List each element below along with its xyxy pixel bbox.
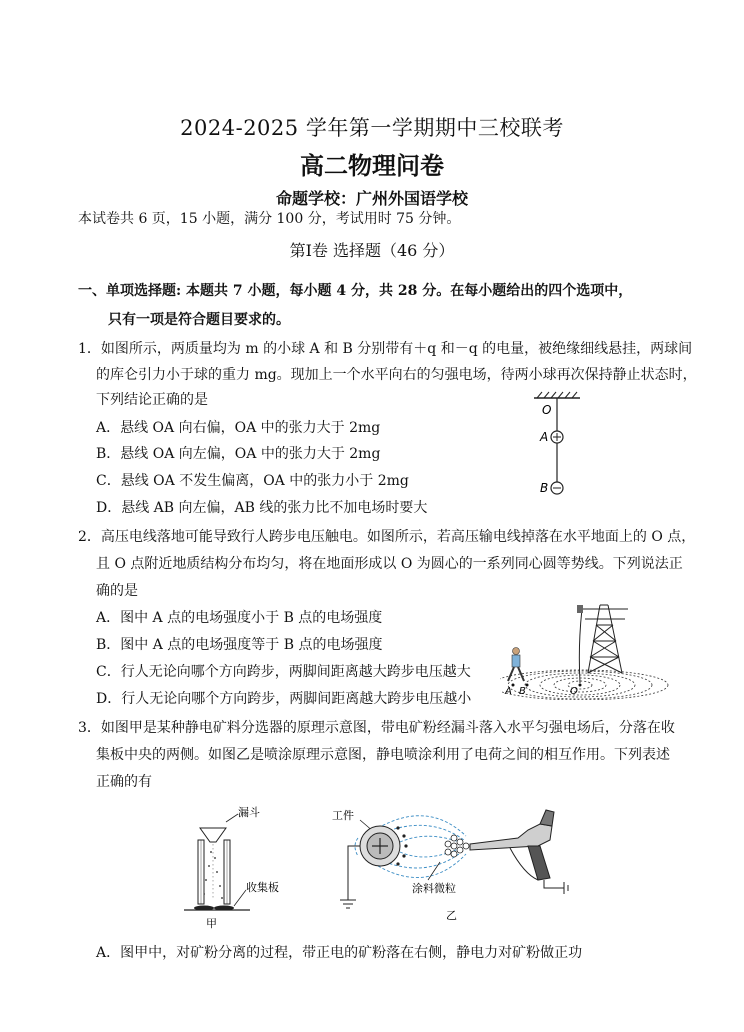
q2-option-b: B．图中 A 点的电场强度等于 B 点的电场强度 xyxy=(96,637,383,653)
q1-option-c: C．悬线 OA 不发生偏离，OA 中的张力小于 2mg xyxy=(96,473,409,489)
q2-option-a: A．图中 A 点的电场强度小于 B 点的电场强度 xyxy=(96,610,383,626)
q2-option-d: D．行人无论向哪个方向跨步，两脚间距离越大跨步电压越小 xyxy=(96,691,472,707)
q2-figure xyxy=(500,595,678,700)
label-o: O xyxy=(570,686,578,697)
q3-stem-line3: 正确的有 xyxy=(96,774,152,790)
section-heading-line1: 一、单项选择题: 本题共 7 小题，每小题 4 分，共 28 分。在每小题给出的四个选项中， xyxy=(78,283,633,299)
q3-figure-yi xyxy=(328,800,573,925)
caption-yi: 乙 xyxy=(446,909,457,922)
label-o: O xyxy=(542,403,552,417)
label-b: B xyxy=(519,686,526,697)
exam-title: 2024-2025 学年第一学期期中三校联考 xyxy=(180,116,564,140)
q1-stem-line1: 1．如图所示，两质量均为 m 的小球 A 和 B 分别带有＋q 和－q 的电量，被绝缘细线悬挂，两球间 xyxy=(78,341,693,357)
exam-subtitle: 高二物理问卷 xyxy=(300,152,444,180)
q1-stem-line3: 下列结论正确的是 xyxy=(96,392,208,408)
q2-stem-line3: 确的是 xyxy=(96,583,138,599)
label-b: B xyxy=(540,481,549,495)
label-a: A xyxy=(505,686,512,697)
workpiece-label: 工件 xyxy=(332,809,354,822)
insulator-icon xyxy=(577,605,583,613)
exam-school: 命题学校：广州外国语学校 xyxy=(275,189,468,208)
q1-option-d: D．悬线 AB 向左偏，AB 线的张力比不加电场时要大 xyxy=(96,500,428,516)
spray-gun-icon xyxy=(470,810,554,880)
q2-option-c: C．行人无论向哪个方向跨步，两脚间距离越大跨步电压越大 xyxy=(96,664,471,680)
particles-label: 涂料微粒 xyxy=(412,882,456,895)
q3-figure-jia xyxy=(180,800,290,930)
plate-label: 收集板 xyxy=(246,881,279,894)
q2-stem-line1: 2．高压电线落地可能导致行人跨步电压触电。如图所示，若高压输电线掉落在水平地面上的 O 点， xyxy=(78,529,696,545)
paint-particles xyxy=(445,835,469,857)
q2-stem-line2: 且 O 点附近地质结构分布均匀，将在地面形成以 O 为圆心的一系列同心圆等势线。下列说法正 xyxy=(96,556,683,572)
q3-option-a: A．图甲中，对矿粉分离的过程，带正电的矿粉落在右侧，静电力对矿粉做正功 xyxy=(96,945,583,961)
q3-stem-line2: 集板中央的两侧。如图乙是喷涂原理示意图，静电喷涂利用了电荷之间的相互作用。下列表述 xyxy=(96,747,670,763)
pedestrian-icon xyxy=(508,648,524,682)
part-title: 第Ⅰ卷 选择题（46 分） xyxy=(289,241,455,260)
q1-stem-line2: 的库仑引力小于球的重力 mg。现加上一个水平向右的匀强电场，待两小球再次保持静止状态时， xyxy=(96,367,697,383)
q3-stem-line1: 3．如图甲是某种静电矿料分选器的原理示意图，带电矿粉经漏斗落入水平匀强电场后，分落在收 xyxy=(78,720,675,736)
q1-option-b: B．悬线 OA 向左偏，OA 中的张力大于 2mg xyxy=(96,446,381,462)
label-a: A xyxy=(540,430,549,444)
caption-jia: 甲 xyxy=(206,917,217,930)
exam-intro: 本试卷共 6 页，15 小题，满分 100 分，考试用时 75 分钟。 xyxy=(78,211,461,227)
q1-option-a: A．悬线 OA 向右偏，OA 中的张力大于 2mg xyxy=(96,420,381,436)
section-heading-line2: 只有一项是符合题目要求的。 xyxy=(108,312,290,328)
q1-figure xyxy=(520,390,600,500)
funnel-label: 漏斗 xyxy=(238,806,260,819)
